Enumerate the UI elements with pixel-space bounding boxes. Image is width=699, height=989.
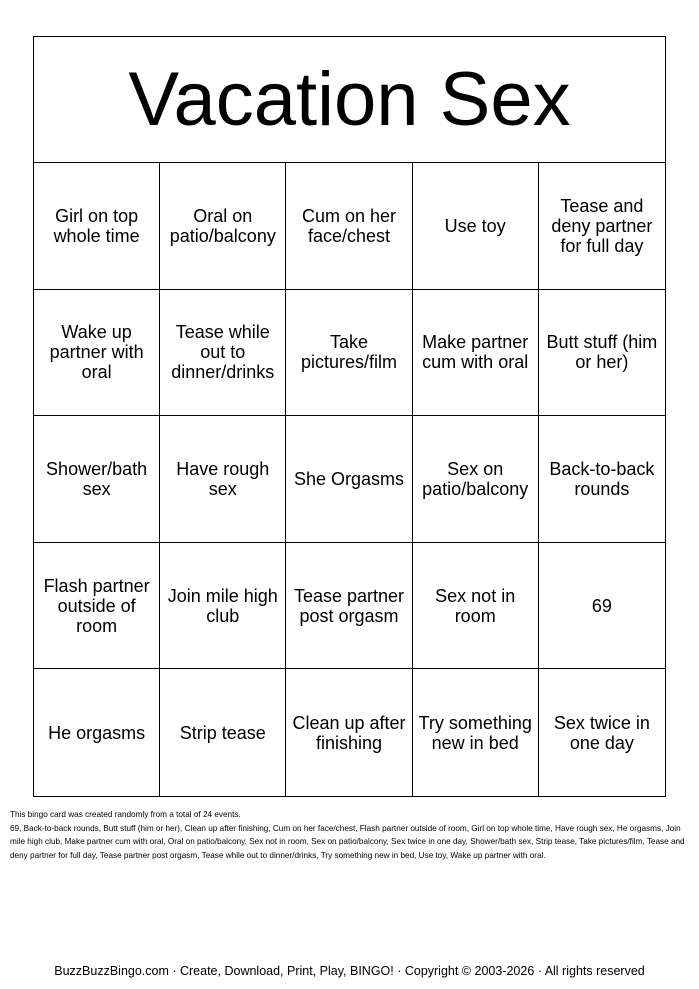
bingo-cell: Girl on top whole time [34,163,160,290]
bingo-card [33,36,666,797]
bingo-cell: Take pictures/film [286,290,412,417]
bingo-cell: Join mile high club [160,543,286,670]
bingo-cell: Back-to-back rounds [539,416,665,543]
bingo-cell: Tease and deny partner for full day [539,163,665,290]
bingo-cell: Have rough sex [160,416,286,543]
page-footer: BuzzBuzzBingo.com · Create, Download, Print, Play, BINGO! · Copyright © 2003-2026 · All rights reserved [54,964,645,978]
notes-event-list: 69, Back-to-back rounds, Butt stuff (him or her), Clean up after finishing, Cum on her face/chest, Flash partner outside of room, Girl on top whole time, Have rough sex, He orgasms, Join mile high club, Make partner cum with oral, Oral on patio/balcony, Sex not in room, Sex on patio/balcony, Sex twice in one day, Shower/bath sex, Strip tease, Take pictures/film, Tease and deny partner for full day, Tease partner post orgasm, Tease while out to dinner/drinks, Try something new in bed, Use toy, Wake up partner with oral. [10,823,685,860]
bingo-cell: Flash partner outside of room [34,543,160,670]
bingo-cell: Butt stuff (him or her) [539,290,665,417]
bingo-cell: Tease while out to dinner/drinks [160,290,286,417]
bingo-cell: 69 [539,543,665,670]
bingo-cell: Sex not in room [413,543,539,670]
bingo-cell: Try something new in bed [413,669,539,796]
card-notes [10,808,692,862]
bingo-cell: Strip tease [160,669,286,796]
bingo-cell: He orgasms [34,669,160,796]
bingo-cell: Sex on patio/balcony [413,416,539,543]
bingo-grid [34,163,665,796]
bingo-cell: Tease partner post orgasm [286,543,412,670]
bingo-cell: Sex twice in one day [553,712,650,753]
bingo-cell: Shower/bath sex [34,416,160,543]
bingo-cell: Clean up after finishing [286,669,412,796]
bingo-cell: Oral on patio/balcony [160,163,286,290]
bingo-cell: She Orgasms [286,416,412,543]
bingo-cell: Use toy [413,163,539,290]
bingo-cell: Make partner cum with oral [413,290,539,417]
notes-summary: This bingo card was created randomly from a total of 24 events. [10,810,241,819]
bingo-cell: Cum on her face/chest [286,163,412,290]
card-title: Vacation Sex [34,37,665,163]
bingo-cell: Wake up partner with oral [34,290,160,417]
